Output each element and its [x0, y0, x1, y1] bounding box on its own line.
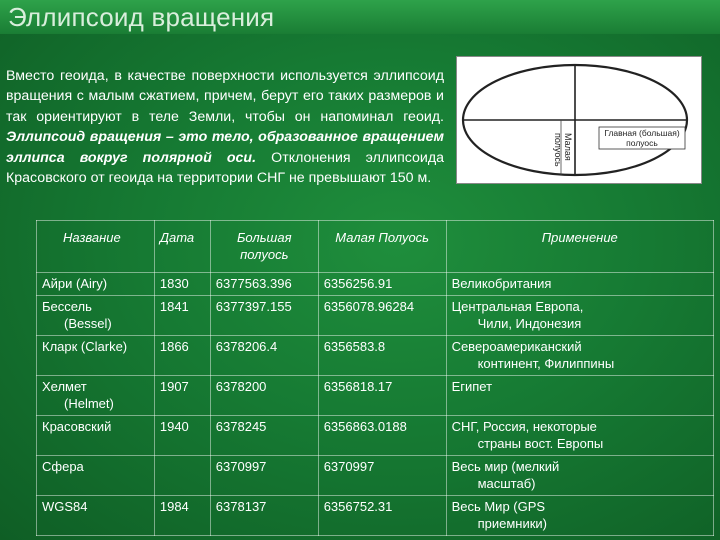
major-axis-label-line-1: Главная (большая) — [604, 128, 680, 138]
cell-usage: Весь мир (мелкий масштаб) — [446, 456, 713, 496]
minor-axis-label-line-1: Малая — [563, 133, 573, 161]
cell-usage: СНГ, Россия, некоторые страны вост. Европы — [446, 416, 713, 456]
cell-minor: 6356078.96284 — [318, 296, 446, 336]
cell-name: Сфера — [37, 456, 155, 496]
cell-date: 1841 — [154, 296, 210, 336]
cell-usage: Центральная Европа, Чили, Индонезия — [446, 296, 713, 336]
header-major: Большая полуось — [210, 221, 318, 273]
table-header-row — [37, 221, 714, 273]
cell-minor: 6370997 — [318, 456, 446, 496]
ellipsoid-table — [36, 220, 714, 536]
header-date: Дата — [154, 221, 210, 273]
table-row — [37, 456, 714, 496]
cell-major: 6378200 — [210, 376, 318, 416]
cell-date: 1940 — [154, 416, 210, 456]
header-usage: Применение — [446, 221, 713, 273]
paragraph-text-1: Вместо геоида, в качестве поверхности используется эллипсоид вращения с малым сжатием, причем, берут его таких размеров и так ориентируют в теле Земли, чтобы он напоминал геоид. — [6, 68, 444, 125]
cell-name: Красовский — [37, 416, 155, 456]
cell-name: Хелмет (Helmet) — [37, 376, 155, 416]
cell-minor: 6356256.91 — [318, 273, 446, 296]
cell-major: 6378206.4 — [210, 336, 318, 376]
cell-major: 6377563.396 — [210, 273, 318, 296]
table-row — [37, 416, 714, 456]
cell-name: Бессель (Bessel) — [37, 296, 155, 336]
cell-usage: Североамериканский континент, Филиппины — [446, 336, 713, 376]
cell-date: 1907 — [154, 376, 210, 416]
cell-date: 1984 — [154, 496, 210, 536]
cell-date: 1830 — [154, 273, 210, 296]
table-row — [37, 376, 714, 416]
cell-major: 6377397.155 — [210, 296, 318, 336]
cell-usage: Весь Мир (GPS приемники) — [446, 496, 713, 536]
minor-axis-label-line-2: полуось — [553, 133, 563, 167]
minor-axis-label — [553, 133, 573, 167]
table-row — [37, 296, 714, 336]
cell-minor: 6356818.17 — [318, 376, 446, 416]
paragraph-definition: Эллипсоид вращения – это тело, образованное вращением эллипса вокруг полярной оси. — [6, 129, 444, 166]
cell-minor: 6356752.31 — [318, 496, 446, 536]
header-name: Название — [37, 221, 155, 273]
table-row — [37, 496, 714, 536]
cell-usage: Великобритания — [446, 273, 713, 296]
title-bar — [0, 0, 720, 34]
cell-minor: 6356583.8 — [318, 336, 446, 376]
cell-major: 6378245 — [210, 416, 318, 456]
cell-name: Айри (Airy) — [37, 273, 155, 296]
major-axis-label-line-2: полуось — [626, 138, 658, 148]
paragraph-text-2: Отклонения эллипсоида Красовского от геоида на территории СНГ не превышают 150 м. — [6, 149, 445, 187]
table-row — [37, 273, 714, 296]
table-row — [37, 336, 714, 376]
slide-title: Эллипсоид вращения — [8, 2, 275, 32]
ellipse-figure — [456, 56, 702, 184]
intro-paragraph — [6, 66, 444, 188]
cell-major: 6370997 — [210, 456, 318, 496]
cell-major: 6378137 — [210, 496, 318, 536]
cell-name: Кларк (Clarke) — [37, 336, 155, 376]
cell-date — [154, 456, 210, 496]
cell-date: 1866 — [154, 336, 210, 376]
header-minor: Малая Полуось — [318, 221, 446, 273]
cell-name: WGS84 — [37, 496, 155, 536]
cell-usage: Египет — [446, 376, 713, 416]
ellipse-diagram — [457, 57, 701, 183]
cell-minor: 6356863.0188 — [318, 416, 446, 456]
